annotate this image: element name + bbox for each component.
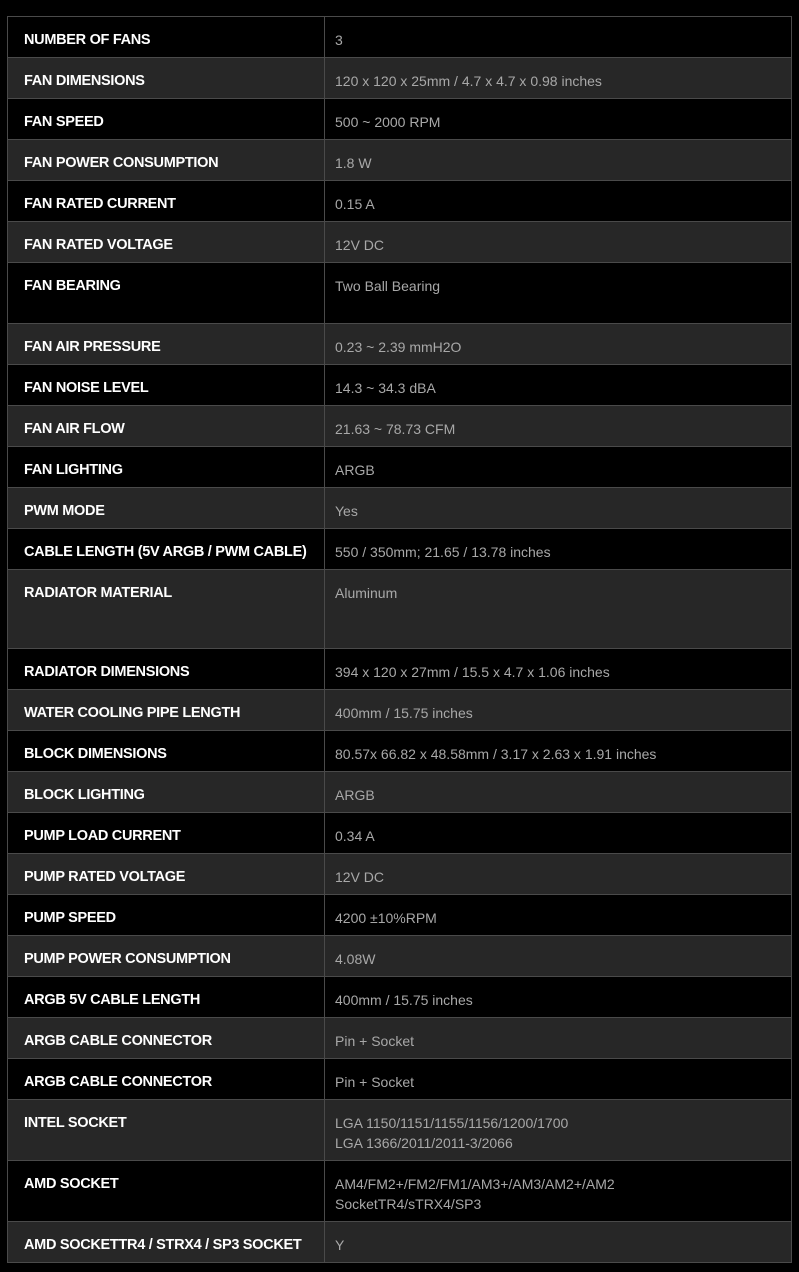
spec-label: FAN DIMENSIONS [8, 58, 325, 99]
spec-label: FAN RATED CURRENT [8, 181, 325, 222]
spec-row [8, 772, 792, 813]
spec-row [8, 936, 792, 977]
spec-label: PWM MODE [8, 488, 325, 529]
spec-value: 400mm / 15.75 inches [325, 977, 792, 1018]
spec-row [8, 529, 792, 570]
spec-label: FAN RATED VOLTAGE [8, 222, 325, 263]
spec-row [8, 854, 792, 895]
spec-label: RADIATOR DIMENSIONS [8, 649, 325, 690]
spec-value: 394 x 120 x 27mm / 15.5 x 4.7 x 1.06 inches [325, 649, 792, 690]
spec-value: 400mm / 15.75 inches [325, 690, 792, 731]
spec-label: INTEL SOCKET [8, 1100, 325, 1161]
spec-value: 1.8 W [325, 140, 792, 181]
spec-value: 0.34 A [325, 813, 792, 854]
spec-row [8, 488, 792, 529]
spec-row [8, 1059, 792, 1100]
spec-label: FAN POWER CONSUMPTION [8, 140, 325, 181]
spec-label: AMD SOCKETTR4 / STRX4 / SP3 SOCKET [8, 1222, 325, 1263]
spec-row [8, 570, 792, 649]
spec-row [8, 649, 792, 690]
spec-value: 21.63 ~ 78.73 CFM [325, 406, 792, 447]
spec-value: AM4/FM2+/FM2/FM1/AM3+/AM3/AM2+/AM2 SocketTR4/sTRX4/SP3 [325, 1161, 792, 1222]
spec-value: 0.23 ~ 2.39 mmH2O [325, 324, 792, 365]
spec-row [8, 181, 792, 222]
spec-value: Two Ball Bearing [325, 263, 792, 324]
spec-label: FAN NOISE LEVEL [8, 365, 325, 406]
spec-row [8, 447, 792, 488]
spec-value: 12V DC [325, 854, 792, 895]
spec-label: RADIATOR MATERIAL [8, 570, 325, 649]
spec-label: CABLE LENGTH (5V ARGB / PWM CABLE) [8, 529, 325, 570]
spec-value: 0.15 A [325, 181, 792, 222]
spec-label: PUMP POWER CONSUMPTION [8, 936, 325, 977]
spec-row [8, 17, 792, 58]
spec-label: WATER COOLING PIPE LENGTH [8, 690, 325, 731]
spec-label: ARGB 5V CABLE LENGTH [8, 977, 325, 1018]
spec-label: FAN AIR PRESSURE [8, 324, 325, 365]
spec-value: Pin + Socket [325, 1059, 792, 1100]
spec-label: NUMBER OF FANS [8, 17, 325, 58]
spec-row [8, 1222, 792, 1263]
spec-table [7, 16, 792, 1263]
spec-label: ARGB CABLE CONNECTOR [8, 1018, 325, 1059]
spec-row [8, 140, 792, 181]
spec-value: 500 ~ 2000 RPM [325, 99, 792, 140]
spec-row [8, 1161, 792, 1222]
spec-row [8, 690, 792, 731]
spec-row [8, 731, 792, 772]
spec-label: FAN BEARING [8, 263, 325, 324]
spec-row [8, 365, 792, 406]
spec-row [8, 263, 792, 324]
spec-value: 4200 ±10%RPM [325, 895, 792, 936]
spec-row [8, 895, 792, 936]
spec-value: Aluminum [325, 570, 792, 649]
spec-row [8, 99, 792, 140]
spec-value: ARGB [325, 447, 792, 488]
spec-row [8, 324, 792, 365]
spec-value: ARGB [325, 772, 792, 813]
spec-value: 80.57x 66.82 x 48.58mm / 3.17 x 2.63 x 1.91 inches [325, 731, 792, 772]
spec-row [8, 58, 792, 99]
spec-row [8, 1100, 792, 1161]
spec-value: 120 x 120 x 25mm / 4.7 x 4.7 x 0.98 inches [325, 58, 792, 99]
spec-label: FAN SPEED [8, 99, 325, 140]
spec-row [8, 1018, 792, 1059]
spec-label: BLOCK DIMENSIONS [8, 731, 325, 772]
spec-row [8, 406, 792, 447]
spec-label: BLOCK LIGHTING [8, 772, 325, 813]
spec-label: PUMP RATED VOLTAGE [8, 854, 325, 895]
spec-value: Pin + Socket [325, 1018, 792, 1059]
spec-value: 4.08W [325, 936, 792, 977]
spec-value: Y [325, 1222, 792, 1263]
spec-label: PUMP LOAD CURRENT [8, 813, 325, 854]
spec-row [8, 813, 792, 854]
spec-table-body [8, 17, 792, 1263]
spec-value: LGA 1150/1151/1155/1156/1200/1700 LGA 1366/2011/2011-3/2066 [325, 1100, 792, 1161]
spec-value: 550 / 350mm; 21.65 / 13.78 inches [325, 529, 792, 570]
spec-label: AMD SOCKET [8, 1161, 325, 1222]
spec-row [8, 977, 792, 1018]
spec-value: 14.3 ~ 34.3 dBA [325, 365, 792, 406]
spec-label: PUMP SPEED [8, 895, 325, 936]
spec-label: ARGB CABLE CONNECTOR [8, 1059, 325, 1100]
spec-row [8, 222, 792, 263]
spec-label: FAN AIR FLOW [8, 406, 325, 447]
spec-value: 12V DC [325, 222, 792, 263]
spec-value: 3 [325, 17, 792, 58]
spec-value: Yes [325, 488, 792, 529]
spec-label: FAN LIGHTING [8, 447, 325, 488]
